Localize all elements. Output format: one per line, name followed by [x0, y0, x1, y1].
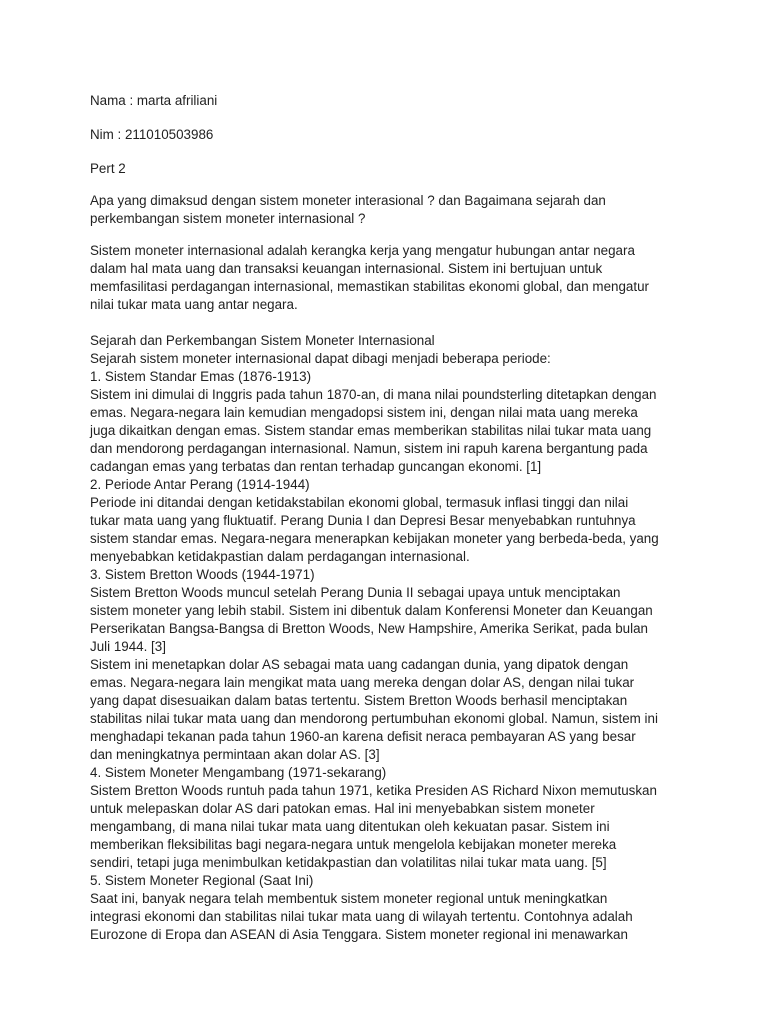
period-title-1: 1. Sistem Standar Emas (1876-1913)	[90, 369, 312, 384]
history-intro: Sejarah sistem moneter internasional dapat dibagi menjadi beberapa periode:	[90, 351, 551, 366]
period-title-5: 5. Sistem Moneter Regional (Saat Ini)	[90, 873, 314, 888]
student-id: Nim : 211010503986	[90, 127, 214, 142]
question-text: Apa yang dimaksud dengan sistem moneter interasional ? dan Bagaimana sejarah dan perkembangan sistem moneter internasional ?	[90, 193, 606, 226]
history-heading: Sejarah dan Perkembangan Sistem Moneter Internasional	[90, 333, 435, 348]
student-name: Nama : marta afriliani	[90, 93, 218, 108]
period-body-5: Saat ini, banyak negara telah membentuk sistem moneter regional untuk meningkatkan integrasi ekonomi dan stabilitas nilai tukar mata uang di wilayah tertentu. Contohnya adalah Eurozone di Eropa dan ASEAN di Asia Tenggara. Sistem moneter regional ini menawarkan	[90, 891, 633, 942]
period-body-4: Sistem Bretton Woods runtuh pada tahun 1971, ketika Presiden AS Richard Nixon memutuskan untuk melepaskan dolar AS dari patokan emas. Hal ini menyebabkan sistem moneter mengambang, di mana nilai tukar mata uang ditentukan oleh kekuatan pasar. Sistem ini memberikan fleksibilitas bagi negara-negara untuk mengelola kebijakan moneter mereka sendiri, tetapi juga menimbulkan ketidakpastian dan volatilitas nilai tukar mata uang. [5]	[90, 783, 657, 870]
period-title-3: 3. Sistem Bretton Woods (1944-1971)	[90, 567, 315, 582]
document-page	[90, 92, 690, 944]
meeting-label: Pert 2	[90, 161, 126, 176]
period-title-2: 2. Periode Antar Perang (1914-1944)	[90, 477, 310, 492]
definition-paragraph: Sistem moneter internasional adalah kerangka kerja yang mengatur hubungan antar negara dalam hal mata uang dan transaksi keuangan internasional. Sistem ini bertujuan untuk memfasilitasi perdagangan internasional, memastikan stabilitas ekonomi global, dan mengatur nilai tukar mata uang antar negara.	[90, 243, 649, 312]
period-body-1: Sistem ini dimulai di Inggris pada tahun 1870-an, di mana nilai poundsterling ditetapkan dengan emas. Negara-negara lain kemudian mengadopsi sistem ini, dengan nilai mata uang mereka juga dikaitkan dengan emas. Sistem standar emas memberikan stabilitas nilai tukar mata uang dan mendorong perdagangan internasional. Namun, sistem ini rapuh karena bergantung pada cadangan emas yang terbatas dan rentan terhadap guncangan ekonomi. [1]	[90, 387, 657, 474]
period-body-2: Periode ini ditandai dengan ketidakstabilan ekonomi global, termasuk inflasi tinggi dan nilai tukar mata uang yang fluktuatif. Perang Dunia I dan Depresi Besar menyebabkan runtuhnya sistem standar emas. Negara-negara menerapkan kebijakan moneter yang berbeda-beda, yang menyebabkan ketidakpastian dalam perdagangan internasional.	[90, 495, 659, 564]
period-body-3: Sistem Bretton Woods muncul setelah Perang Dunia II sebagai upaya untuk menciptakan sistem moneter yang lebih stabil. Sistem ini dibentuk dalam Konferensi Moneter dan Keuangan Perserikatan Bangsa-Bangsa di Bretton Woods, New Hampshire, Amerika Serikat, pada bulan Juli 1944. [3] Sistem ini menetapkan dolar AS sebagai mata uang cadangan dunia, yang dipatok dengan emas. Negara-negara lain mengikat mata uang mereka dengan dolar AS, dengan nilai tukar yang dapat disesuaikan dalam batas tertentu. Sistem Bretton Woods berhasil menciptakan stabilitas nilai tukar mata uang dan mendorong pertumbuhan ekonomi global. Namun, sistem ini menghadapi tekanan pada tahun 1960-an karena defisit neraca pembayaran AS yang besar dan meningkatnya permintaan akan dolar AS. [3]	[90, 585, 658, 762]
period-title-4: 4. Sistem Moneter Mengambang (1971-sekarang)	[90, 765, 387, 780]
